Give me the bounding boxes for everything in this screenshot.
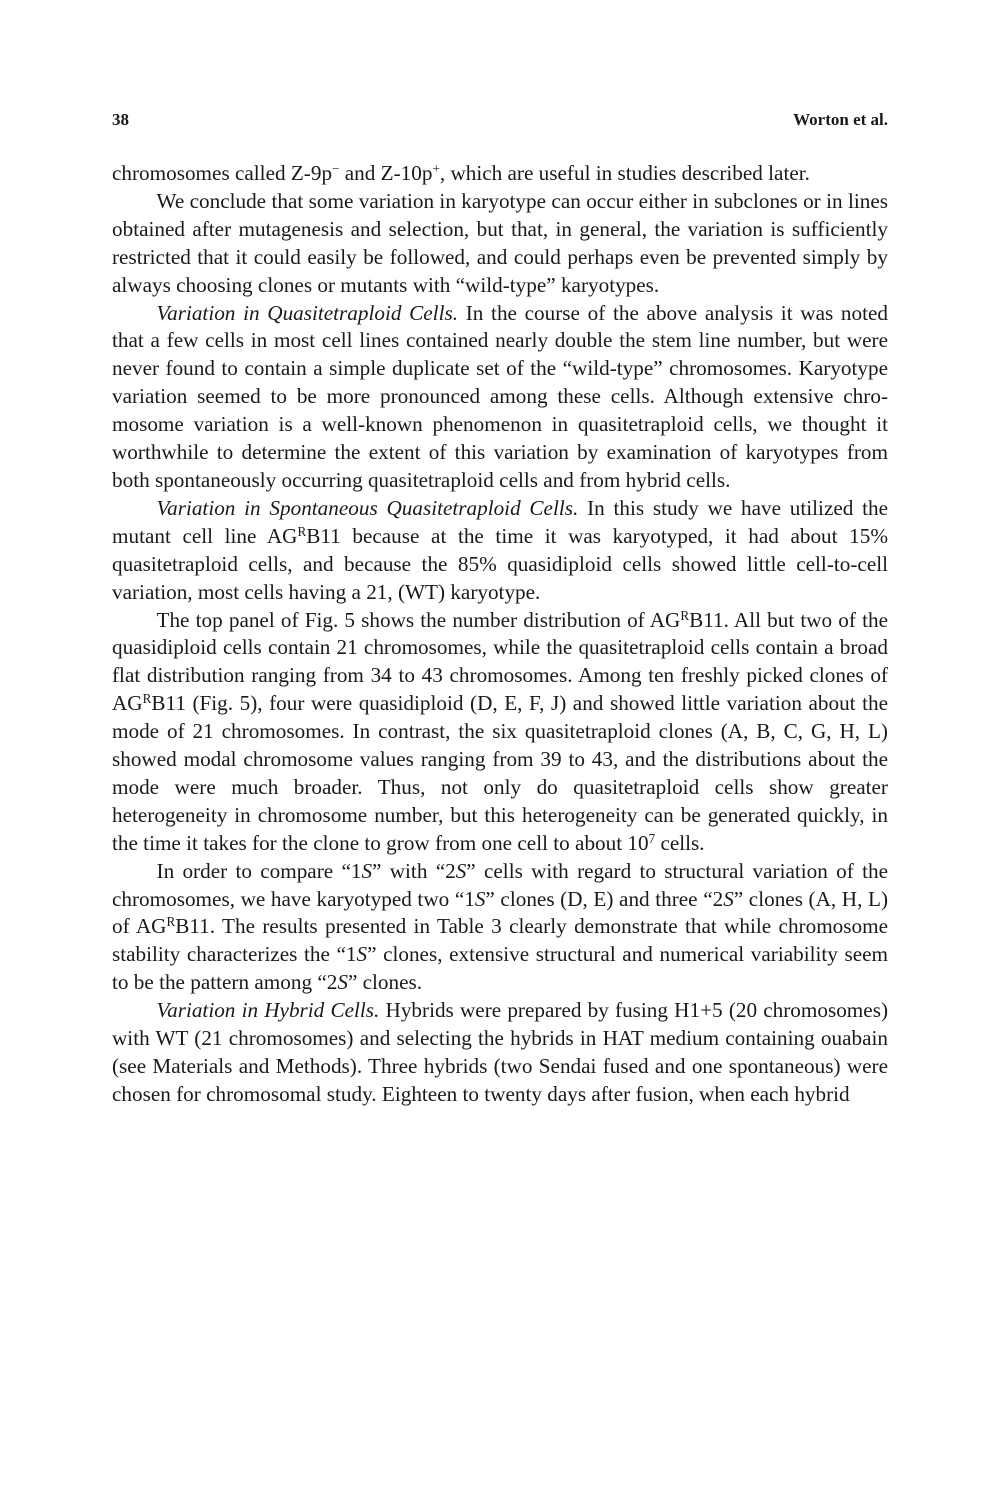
superscript-text: R <box>297 523 307 539</box>
paragraph <box>112 160 888 188</box>
text-run: B11 because at the time it was karyotyped, it had about 15% quasitetraploid cells, and because the 85% quasidiploid cells showed little cell-to-cell variation, most cells having a 21, (WT) karyotype. <box>112 523 888 604</box>
italic-text: S <box>723 886 734 911</box>
paragraph <box>112 858 888 998</box>
article-body <box>112 160 888 1109</box>
text-run: , which are useful in studies described later. <box>439 161 810 185</box>
text-run: B11. The results presented in Table 3 clearly demonstrate that while chromosome stability characterizes the “1 <box>112 914 888 967</box>
page <box>112 110 888 1109</box>
text-run: B11. All but two of the quasidiploid cells contain 21 chromosomes, while the quasitetraploid cells contain a broad flat distribution ranging from 34 to 43 chromosomes. Among ten freshly picked clones of AG <box>112 607 889 716</box>
text-run: In this study we have utilized the mutant cell line AG <box>112 495 888 548</box>
paragraph <box>112 188 888 300</box>
superscript-text: + <box>432 160 440 176</box>
italic-text: Variation in Spontaneous Quasitetraploid Cells. <box>156 495 579 520</box>
paragraph <box>112 495 888 607</box>
paragraph <box>112 300 888 495</box>
text-run: and Z-10p <box>339 161 433 185</box>
text-run: B11 (Fig. 5), four were quasidiploid (D, E, F, J) and showed little variation about the mode of 21 chromosomes. In contrast, the six quasitetraploid clones (A, B, C, G, H, L) showed modal chromosome values ranging from 39 to 43, and the distributions about the mode were much broader. Thus, not only do quasitetraploid cells show greater heterogeneity in chromosome number, but this heterogeneity can be generated quickly, in the time it takes for the clone to grow from one cell to about 10 <box>112 691 888 855</box>
italic-text: S <box>337 970 348 995</box>
text-run: ” with “2 <box>372 858 456 883</box>
running-title: Worton et al. <box>793 110 888 129</box>
italic-text: S <box>361 858 373 883</box>
superscript-text: 7 <box>648 830 656 846</box>
text-run: In the course of the above analysis it was noted that a few cells in most cell lines contained nearly double the stem line number, but were never found to contain a simple duplicate set of the “wild-type” chromosomes. Karyotype variation seemed to be more pronounced among these cells. Although extensive chromosome variation is a well-known phenomenon in quasitetraploid cells, we thought it worthwhile to determine the extent of this variation by examination of karyotypes from both spontaneously occurring quasitetraploid cells and from hybrid cells. <box>112 300 888 492</box>
superscript-text: R <box>142 691 152 706</box>
text-run: ” cells with regard to structural variation of the chromosomes, we have karyotyped two “1 <box>112 858 888 911</box>
text-run: ” clones (D, E) and three “2 <box>485 886 724 911</box>
text-run: cells. <box>655 830 705 855</box>
paragraph <box>112 607 888 858</box>
italic-text: Variation in Hybrid Cells. <box>156 998 380 1023</box>
paragraph <box>112 997 888 1109</box>
text-run: The top panel of Fig. 5 shows the number distribution of AG <box>156 607 681 632</box>
text-run: ” clones. <box>347 970 423 995</box>
italic-text: S <box>474 886 486 911</box>
text-run: chromosomes called Z-9p <box>112 161 333 185</box>
page-number: 38 <box>112 110 129 129</box>
text-run: ” clones, extensive structural and numerical variability seem to be the pattern among “2 <box>112 942 888 995</box>
text-run: In order to compare “1 <box>156 858 362 883</box>
italic-text: S <box>356 942 368 967</box>
superscript-text: R <box>166 914 176 930</box>
italic-text: S <box>455 858 467 883</box>
superscript-text: R <box>680 607 690 623</box>
text-run: Hybrids were prepared by fusing H1+5 (20 chromosomes) with WT (21 chromosomes) and selecting the hybrids in HAT medium containing ouabain (see Materials and Methods). Three hybrids (two Sendai fused and one spontaneous) were chosen for chromosomal study. Eighteen to twenty days after fusion, when each hybrid <box>112 998 888 1106</box>
running-header <box>112 110 888 138</box>
text-run: We conclude that some variation in karyotype can occur either in subclones or in lines obtained after mutagenesis and selection, but that, in general, the variation is sufficiently restricted that it could easily be followed, and could perhaps even be prevented simply by always choosing clones or mutants with “wild-type” karyotypes. <box>112 188 888 297</box>
italic-text: Variation in Quasitetraploid Cells. <box>156 300 459 325</box>
superscript-text: − <box>332 160 340 176</box>
text-run: ” clones (A, H, L) of AG <box>112 886 889 939</box>
